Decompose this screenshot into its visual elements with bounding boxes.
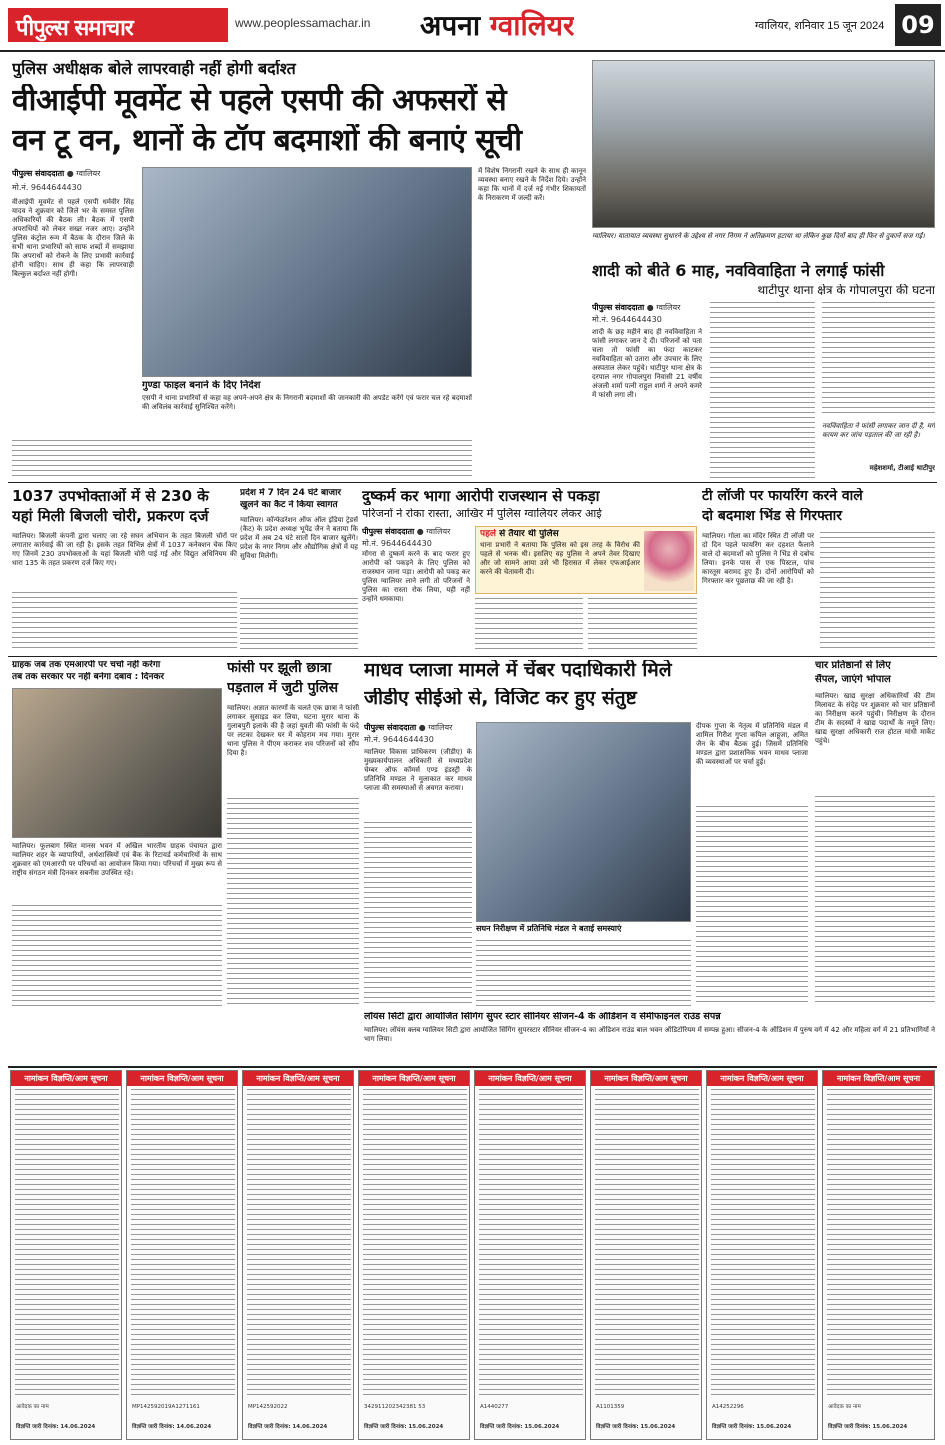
notice-3 bbox=[242, 1070, 354, 1440]
food-headline-2: सैंपल, जाएंगे भोपाल bbox=[815, 674, 891, 685]
firing-story bbox=[702, 488, 935, 653]
consumer-body: ग्वालियर। फूलबाग स्थित मानस भवन में अखिल भारतीय ग्राहक पंचायत द्वारा ग्वालियर शहर के व्यापारियों, अर्थशास्त्रियों एवं बैंक के रिटायर्ड कर्मचारियों के साथ शुक्रवार को एमआरपी पर परिचर्चा का आयोजन किया गया। परिचर्चा में मुख्य रूप से राष्ट्रीय संगठन मंत्री दिनकर सबनीस उपस्थित रहे। bbox=[12, 842, 222, 877]
notice-text bbox=[711, 1089, 815, 1399]
madhav-body: ग्वालियर विकास प्राधिकरण (जीडीए) के मुख्यकार्यपालन अधिकारी से मध्यप्रदेश चेम्बर ऑफ कॉमर्स एण्ड इंडस्ट्री के प्रतिनिधि मण्डल ने मुलाकात कर माधव प्लाजा की समस्याओं से अवगत कराया। bbox=[364, 748, 472, 792]
firing-text bbox=[820, 532, 935, 650]
lead-headline-2: वन टू वन, थानों के टॉप बदमाशों की बनाएं सूची bbox=[12, 124, 522, 158]
lions-body: ग्वालियर। लॉयंस क्लब ग्वालियर सिटी द्वारा आयोजित सिंगिंग सुपरस्टार सीनियर सीजन-4 का ऑडिशन राउंड बाल भवन ऑडिटोरियम में सम्पन्न हुआ। सीजन-4 के ऑडिशन में पुरुष वर्ग में 42 और महिला वर्ग में 21 प्रतिभागियों ने भाग लिया। bbox=[364, 1026, 935, 1043]
notice-title: नामांकन विज्ञप्ति/आम सूचना bbox=[359, 1071, 469, 1086]
photo-story bbox=[592, 60, 935, 260]
electricity-headline-1: 1037 उपभोक्ताओं में से 230 के bbox=[12, 488, 209, 505]
lead-photo-caption: गुण्डा फाइल बनाने के दिए निर्देश bbox=[142, 380, 261, 391]
marriage-body: शादी के छह महीने बाद ही नवविवाहिता ने फांसी लगाकर जान दे दी। परिजनों को पता चला तो फांसी का फंदा काटकर नवविवाहिता को उतारा और उपचार के लिए अस्पताल लेकर पहुंचे। थाटीपुर थाना क्षेत्र के दरपाल नगर गोपालपुरा निवासी 21 वर्षीय अंजली शर्मा पत्नी राहुल शर्मा ने अपने कमरे में फांसी लगा ली। bbox=[592, 328, 702, 399]
food-headline-1: चार प्रतिष्ठानों से लिए bbox=[815, 660, 891, 671]
notice-title: नामांकन विज्ञप्ति/आम सूचना bbox=[475, 1071, 585, 1086]
market-headline-1: प्रदेश में 7 दिन 24 घंटे बाजार bbox=[240, 488, 342, 498]
firing-headline-2: दो बदमाश भिंड से गिरफ्तार bbox=[702, 508, 843, 524]
notice-date: विज्ञप्ति जारी दिनांक: 14.06.2024 bbox=[16, 1424, 96, 1430]
arrest-text bbox=[475, 598, 583, 650]
notice-title: नामांकन विज्ञप्ति/आम सूचना bbox=[823, 1071, 934, 1086]
notice-ref: 342911202342381 53 bbox=[364, 1404, 426, 1410]
marriage-quote-by: महेशशर्मा, टीआई थाटीपुर bbox=[869, 464, 935, 472]
arrest-headline: दुष्कर्म कर भागा आरोपी राजस्थान से पकड़ा bbox=[362, 488, 600, 505]
notice-2 bbox=[126, 1070, 238, 1440]
madhav-text bbox=[364, 822, 472, 1006]
food-story bbox=[815, 660, 935, 1010]
notice-text bbox=[363, 1089, 467, 1399]
firing-headline-1: टी लॉजी पर फायरिंग करने वाले bbox=[702, 488, 863, 504]
masthead bbox=[0, 0, 945, 52]
lead-photo bbox=[142, 167, 472, 377]
consumer-headline-1: ग्राहक जब तक एमआरपी पर चर्चा नहीं करेगा bbox=[12, 660, 161, 670]
arrest-subhead: परिजनों ने रोका रास्ता, आखिर में पुलिस ग्वालियर लेकर आई bbox=[362, 508, 602, 520]
marriage-subhead: थाटीपुर थाना क्षेत्र के गोपालपुरा की घटना bbox=[757, 284, 935, 297]
consumer-photo bbox=[12, 688, 222, 838]
sidebar-body: थाना प्रभारी ने बताया कि पुलिस को इस तरह के विरोध की पहले से भनक थी। इसलिए वह पुलिस ने अपने तेवर दिखाए और जो सामने आया उसे भी हिरासत में लेकर एफआईआर करने की चेतावनी दी। bbox=[480, 541, 640, 576]
consumer-story bbox=[12, 660, 222, 1010]
sidebar-title: पहले से तैयार थी पुलिस bbox=[480, 529, 559, 539]
arrest-sidebar-box bbox=[475, 526, 697, 594]
madhav-photo bbox=[476, 722, 691, 922]
notice-text bbox=[479, 1089, 583, 1399]
lead-text-columns bbox=[12, 440, 472, 478]
marriage-mobile: मो.नं. 9644644430 bbox=[592, 315, 662, 324]
lead-story bbox=[12, 60, 587, 480]
lead-byline: पीपुल्स संवाददाता ● ग्वालियर bbox=[12, 169, 101, 178]
page-number: 09 bbox=[895, 4, 941, 46]
madhav-headline-1: माधव प्लाजा मामले में चेंबर पदाधिकारी मिले bbox=[364, 660, 672, 681]
notice-date: विज्ञप्ति जारी दिनांक: 15.06.2024 bbox=[364, 1424, 444, 1430]
notice-title: नामांकन विज्ञप्ति/आम सूचना bbox=[11, 1071, 121, 1086]
notice-ref: A1101359 bbox=[596, 1404, 625, 1410]
notice-title: नामांकन विज्ञप्ति/आम सूचना bbox=[243, 1071, 353, 1086]
notice-date: विज्ञप्ति जारी दिनांक: 14.06.2024 bbox=[248, 1424, 328, 1430]
marriage-text-column-2 bbox=[822, 302, 935, 417]
arrest-mobile: मो.नं. 9644644430 bbox=[362, 539, 432, 548]
lead-headline-1: वीआईपी मूवमेंट से पहले एसपी की अफसरों से bbox=[12, 84, 507, 118]
notice-ref: आवेदक का नाम bbox=[828, 1404, 861, 1410]
divider bbox=[8, 1066, 937, 1068]
notice-ref: A14252296 bbox=[712, 1404, 744, 1410]
lead-body: वीआईपी मूवमेंट से पहले एसपी धर्मवीर सिंह यादव ने शुक्रवार को जिले भर के समस्त पुलिस अधिकारियों की बैठक ली। बैठक में एसपी अपराधियों को लेकर सख्त नजर आए। उन्होंने पुलिस कंट्रोल रूम में बैठक के दौरान जिले के सभी थाना प्रभारियों को साफ शब्दों में समझाया कि अपराधों को रोकने के लिए प्रभावी कार्रवाई होनी चाहिए। साथ ही कहा कि लापरवाही बिल्कुल बर्दाश्त नहीं होगी। bbox=[12, 198, 134, 278]
electricity-text bbox=[12, 592, 237, 650]
madhav-byline: पीपुल्स संवाददाता ● ग्वालियर bbox=[364, 723, 453, 732]
food-body: ग्वालियर। खाद्य सुरक्षा अधिकारियों की टीम मिलावट के संदेह पर शुक्रवार को चार प्रतिष्ठानों का निरीक्षण करने पहुंची। निरीक्षण के दौरान टीम के सदस्यों ने खाद्य पदार्थों के नमूने लिए। खाद्य सुरक्षा अधिकारी राज होटल मांधी मार्केट पहुंचे। bbox=[815, 692, 935, 745]
lions-story bbox=[364, 1012, 935, 1062]
notice-ref: MP142592022 bbox=[248, 1404, 288, 1410]
arrest-story bbox=[362, 488, 697, 653]
market-headline-2: खुलने का कैट ने किया स्वागत bbox=[240, 500, 338, 510]
divider bbox=[8, 656, 937, 657]
brand-logo: पीपुल्स समाचार bbox=[8, 8, 228, 42]
student-text bbox=[227, 798, 359, 1006]
notice-ref: A1440277 bbox=[480, 1404, 509, 1410]
notice-ref: आवेदक का नाम bbox=[16, 1404, 49, 1410]
divider bbox=[8, 482, 937, 483]
electricity-body: ग्वालियर। बिजली कंपनी द्वारा चलाए जा रहे सघन अभियान के तहत बिजली चोरों पर लगातार कार्रवाई की जा रही है। इसके तहत विभिन्न क्षेत्रों में 1037 कनेक्शन चेक किए गए जिनमें 230 उपभोक्ताओं के यहां बिजली चोरी पाई गई और विद्युत अधिनियम की धारा 135 के तहत प्रकरण दर्ज किए गए। bbox=[12, 532, 237, 567]
notice-8 bbox=[822, 1070, 935, 1440]
market-body: ग्वालियर। कॉन्फेडरेशन ऑफ ऑल इंडिया ट्रेडर्स (कैट) के प्रदेश अध्यक्ष भूपेंद्र जैन ने बताया कि प्रदेश में अब 24 घंटे सातों दिन बाजार खुलेंगे। प्रदेश के नगर निगम और औद्योगिक क्षेत्रों में यह सुविधा मिलेगी। bbox=[240, 516, 358, 560]
electricity-story bbox=[12, 488, 237, 653]
marriage-text-column bbox=[710, 302, 815, 478]
market-text bbox=[240, 598, 358, 650]
student-story bbox=[227, 660, 359, 1010]
notice-text bbox=[247, 1089, 351, 1399]
notice-date: विज्ञप्ति जारी दिनांक: 15.06.2024 bbox=[480, 1424, 560, 1430]
illustration-image bbox=[644, 531, 694, 591]
notice-4 bbox=[358, 1070, 470, 1440]
lead-right-text: में विशेष निगरानी रखने के साथ ही कानून व्यवस्था बनाए रखने के निर्देश दिये। उन्होंने कहा कि थानों में दर्ज नई गंभीर शिकायतों के निराकरण में जल्दी करें। bbox=[478, 167, 586, 202]
lions-headline: लॉयंस सिटी द्वारा आयोजित सिंगिंग सुपर स्टार सीनियर सीजन-4 के ऑडिशन व सेमीफाइनल राउंड संपन्न bbox=[364, 1012, 721, 1022]
section-title: अपना ग्वालियर bbox=[420, 9, 575, 42]
notice-title: नामांकन विज्ञप्ति/आम सूचना bbox=[127, 1071, 237, 1086]
madhav-right-body: दीपक गुप्ता के नेतृत्व में प्रतिनिधि मंडल में शामिल गिरीश गुप्ता कपिल आहूजा, अमित जैन के बीच बैठक हुई। जिसमें प्रतिनिधि मण्डल द्वारा प्रशासनिक भवन माधव प्लाजा की व्यवस्थाओं पर चर्चा हुई। bbox=[696, 722, 808, 766]
lead-mid-text: एसपी ने थाना प्रभारियों से कहा वह अपने-अपने क्षेत्र के निगरानी बदमाशों की जानकारी की अपडेट करेंगे एवं फरार चल रहे बदमाशों की अविलंब कार्रवाई सुनिश्चित करेंगे। bbox=[142, 394, 472, 411]
consumer-headline-2: तब तक सरकार पर नहीं बनेगा दबाव : दिनकर bbox=[12, 672, 165, 682]
madhav-headline-2: जीडीए सीईओ से, विजिट कर हुए संतुष्ट bbox=[364, 688, 637, 709]
arrest-text-2 bbox=[588, 598, 697, 650]
arrest-body: मोंगरा से दुष्कर्म करने के बाद फरार हुए आरोपी को पकड़ने के लिए पुलिस को राजस्थान जाना पड़ा। आरोपी को पकड़ कर पुलिस ग्वालियर लाने लगी तो परिजनों ने पुलिस का रास्ता रोक लिया, यही नहीं उन्होंने धमकाया। bbox=[362, 550, 470, 603]
marriage-story bbox=[592, 262, 935, 480]
student-body: ग्वालियर। अज्ञात कारणों के चलते एक छात्रा ने फांसी लगाकर सुसाइड कर लिया, घटना मुरार थाना के गुलाबपुरी इलाके की है जहां युवती की फांसी के फंदे पर लटका देखकर घर में कोहराम मच गया। मुरार थाना पुलिस ने पीएम कराकर शव परिजनों को सौंप दिया है। bbox=[227, 704, 359, 757]
madhav-mobile: मो.नं. 9644644430 bbox=[364, 735, 434, 744]
marriage-headline: शादी को बीते 6 माह, नवविवाहिता ने लगाई फांसी bbox=[592, 262, 885, 280]
student-headline-1: फांसी पर झूली छात्रा bbox=[227, 660, 332, 676]
photo-story-caption: ग्वालियर। यातायात व्यवस्था सुधारने के उद्देश्य से नगर निगम ने अतिक्रमण हटाया था लेकिन कुछ दिनों बाद ही फिर से दुकानें सज गईं। bbox=[592, 232, 925, 240]
lead-mobile: मो.नं. 9644644430 bbox=[12, 183, 82, 192]
student-headline-2: पड़ताल में जुटी पुलिस bbox=[227, 680, 339, 696]
market-story bbox=[240, 488, 358, 653]
madhav-text-2 bbox=[476, 940, 691, 1006]
notice-ref: MP142592019A1271161 bbox=[132, 1404, 200, 1410]
notice-text bbox=[827, 1089, 932, 1399]
consumer-text bbox=[12, 905, 222, 1007]
notice-text bbox=[595, 1089, 699, 1399]
notice-date: विज्ञप्ति जारी दिनांक: 14.06.2024 bbox=[132, 1424, 212, 1430]
notice-title: नामांकन विज्ञप्ति/आम सूचना bbox=[707, 1071, 817, 1086]
notice-6 bbox=[590, 1070, 702, 1440]
marriage-quote: नवविवाहिता ने फांसी लगाकर जान दी है, मर्ग कायम कर जांच पड़ताल की जा रही है। bbox=[822, 422, 935, 439]
food-text bbox=[815, 796, 935, 1006]
notice-text bbox=[15, 1089, 119, 1399]
notice-5 bbox=[474, 1070, 586, 1440]
notice-1 bbox=[10, 1070, 122, 1440]
issue-date: ग्वालियर, शनिवार 15 जून 2024 bbox=[755, 20, 885, 32]
madhav-text-3 bbox=[696, 806, 808, 1006]
notice-7 bbox=[706, 1070, 818, 1440]
marriage-byline: पीपुल्स संवाददाता ● ग्वालियर bbox=[592, 303, 681, 312]
notice-date: विज्ञप्ति जारी दिनांक: 15.06.2024 bbox=[828, 1424, 908, 1430]
notice-text bbox=[131, 1089, 235, 1399]
lead-kicker: पुलिस अधीक्षक बोले लापरवाही नहीं होगी बर्दाश्त bbox=[12, 60, 296, 78]
electricity-headline-2: यहां मिली बिजली चोरी, प्रकरण दर्ज bbox=[12, 508, 209, 525]
notice-title: नामांकन विज्ञप्ति/आम सूचना bbox=[591, 1071, 701, 1086]
notice-date: विज्ञप्ति जारी दिनांक: 15.06.2024 bbox=[596, 1424, 676, 1430]
encroachment-photo bbox=[592, 60, 935, 228]
madhav-story bbox=[364, 660, 810, 1010]
madhav-photo-caption: सघन निरीक्षण में प्रतिनिधि मंडल ने बताई समस्याएं bbox=[476, 924, 622, 933]
firing-body: ग्वालियर। गोला का मंदिर स्थित टी लॉजी पर दो दिन पहले फायरिंग कर दहशत फैलाने वाले दो बदमाशों को पुलिस ने भिंड से दबोच लिया। इनके पास से एक पिस्टल, पांच कारतूस बरामद हुए हैं। दोनों आरोपियों को गिरफ्तार कर पूछताछ की जा रही है। bbox=[702, 532, 814, 585]
site-url[interactable]: www.peoplessamachar.in bbox=[235, 16, 371, 30]
arrest-byline: पीपुल्स संवाददाता ● ग्वालियर bbox=[362, 527, 451, 536]
notice-date: विज्ञप्ति जारी दिनांक: 15.06.2024 bbox=[712, 1424, 792, 1430]
